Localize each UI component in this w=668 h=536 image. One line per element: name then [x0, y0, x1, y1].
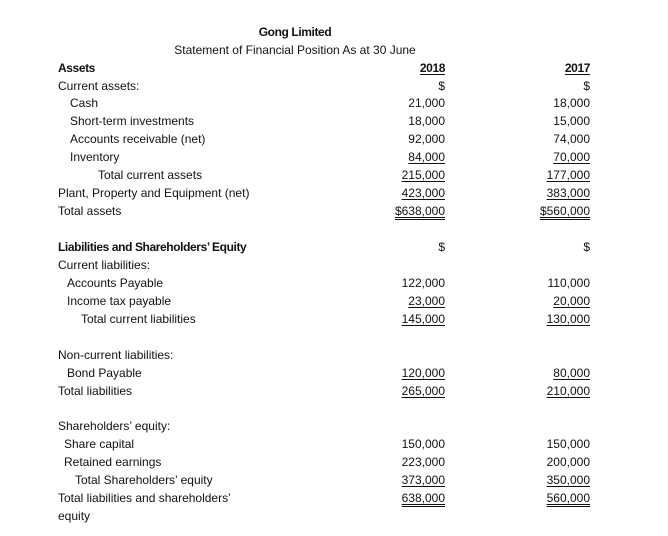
total-current-liabilities-label: Total current liabilities: [81, 312, 196, 326]
year-2018-header: 2018: [419, 61, 445, 75]
year-2017-header: 2017: [564, 61, 590, 75]
noncurrent-liabilities-heading: Non-current liabilities:: [58, 348, 174, 362]
value-2017: 15,000: [553, 114, 590, 128]
currency-2018: $: [438, 240, 445, 254]
total-current-liabilities-2018: 145,000: [401, 312, 445, 326]
total-assets-label: Total assets: [58, 204, 122, 218]
grand-total-label-continued: equity: [58, 509, 91, 523]
value-2018: 150,000: [401, 437, 445, 451]
currency-2018: $: [438, 79, 445, 93]
value-2017: 74,000: [553, 132, 590, 146]
ppe-label: Plant, Property and Equipment (net): [58, 186, 250, 200]
value-2017: 200,000: [546, 455, 590, 469]
total-liabilities-2018: 265,000: [401, 384, 445, 398]
currency-2017: $: [583, 240, 590, 254]
value-2018: 92,000: [408, 132, 445, 146]
total-liabilities-2017: 210,000: [546, 384, 590, 398]
value-2018: 122,000: [401, 276, 445, 290]
total-equity-label: Total Shareholders’ equity: [75, 473, 213, 487]
row-label-share-capital: Share capital: [64, 437, 135, 451]
value-2018: 223,000: [401, 455, 445, 469]
current-assets-heading: Current assets:: [58, 79, 140, 93]
value-2017: 18,000: [553, 96, 590, 110]
current-liabilities-heading: Current liabilities:: [58, 258, 151, 272]
value-2017: 110,000: [547, 276, 590, 290]
total-liabilities-label: Total liabilities: [58, 384, 133, 398]
bond-payable-2018: 120,000: [401, 366, 445, 380]
value-2017: 70,000: [553, 150, 590, 164]
total-current-assets-label: Total current assets: [98, 168, 203, 182]
value-2017: 20,000: [553, 294, 590, 308]
value-2018: 84,000: [408, 150, 445, 164]
value-2018: 18,000: [408, 114, 445, 128]
total-current-liabilities-2017: 130,000: [546, 312, 590, 326]
statement-title: Statement of Financial Position As at 30 June: [174, 43, 416, 57]
grand-total-2018: 638,000: [401, 491, 445, 505]
grand-total-label: Total liabilities and shareholders’: [58, 491, 231, 505]
company-name: Gong Limited: [258, 25, 332, 39]
row-label-accounts-receivable: Accounts receivable (net): [70, 132, 206, 146]
ppe-2018: 423,000: [401, 186, 445, 200]
bond-payable-2017: 80,000: [553, 366, 590, 380]
assets-heading: Assets: [58, 61, 95, 75]
total-current-assets-2017: 177,000: [546, 168, 590, 182]
row-label-accounts-payable: Accounts Payable: [67, 276, 164, 290]
ppe-2017: 383,000: [546, 186, 590, 200]
row-label-cash: Cash: [70, 96, 99, 110]
currency-2017: $: [583, 79, 590, 93]
total-equity-2017: 350,000: [546, 473, 590, 487]
total-equity-2018: 373,000: [401, 473, 445, 487]
bond-payable-label: Bond Payable: [67, 366, 142, 380]
row-label-income-tax-payable: Income tax payable: [67, 294, 172, 308]
value-2017: 150,000: [546, 437, 590, 451]
liabilities-heading: Liabilities and Shareholders’ Equity: [58, 240, 247, 254]
total-assets-2018: $638,000: [394, 204, 445, 218]
equity-heading: Shareholders’ equity:: [58, 419, 171, 433]
row-label-short-term-investments: Short-term investments: [70, 114, 195, 128]
value-2018: 23,000: [408, 294, 445, 308]
row-label-inventory: Inventory: [70, 150, 120, 164]
value-2018: 21,000: [408, 96, 445, 110]
row-label-retained-earnings: Retained earnings: [64, 455, 162, 469]
total-current-assets-2018: 215,000: [401, 168, 445, 182]
total-assets-2017: $560,000: [539, 204, 590, 218]
grand-total-2017: 560,000: [546, 491, 590, 505]
